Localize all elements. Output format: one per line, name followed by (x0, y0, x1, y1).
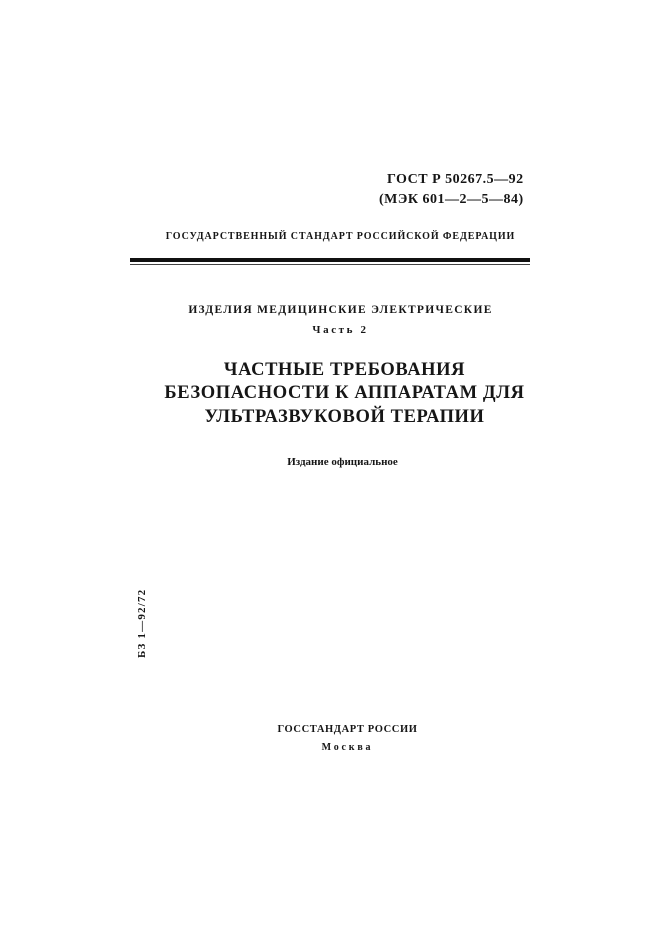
header-rule-thick (130, 258, 530, 262)
title-line-1: ЧАСТНЫЕ ТРЕБОВАНИЯ (223, 360, 466, 380)
standard-type: ГОСУДАРСТВЕННЫЙ СТАНДАРТ РОССИЙСКОЙ ФЕДЕРАЦИИ (165, 231, 516, 242)
gost-code: ГОСТ Р 50267.5—92 (387, 172, 524, 187)
side-note: БЗ 1—92/72 (136, 588, 148, 658)
iec-code: (МЭК 601—2—5—84) (379, 192, 524, 207)
header-rule-thin (130, 264, 530, 265)
series-title: ИЗДЕЛИЯ МЕДИЦИНСКИЕ ЭЛЕКТРИЧЕСКИЕ (188, 304, 493, 316)
publisher: ГОССТАНДАРТ РОССИИ (277, 724, 418, 735)
title-line-3: УЛЬТРАЗВУКОВОЙ ТЕРАПИИ (204, 407, 485, 427)
publisher-city: Москва (321, 742, 374, 753)
edition-label: Издание официальное (287, 456, 398, 468)
part-number: Часть 2 (312, 324, 369, 336)
title-line-2: БЕЗОПАСНОСТИ К АППАРАТАМ ДЛЯ (164, 383, 525, 403)
